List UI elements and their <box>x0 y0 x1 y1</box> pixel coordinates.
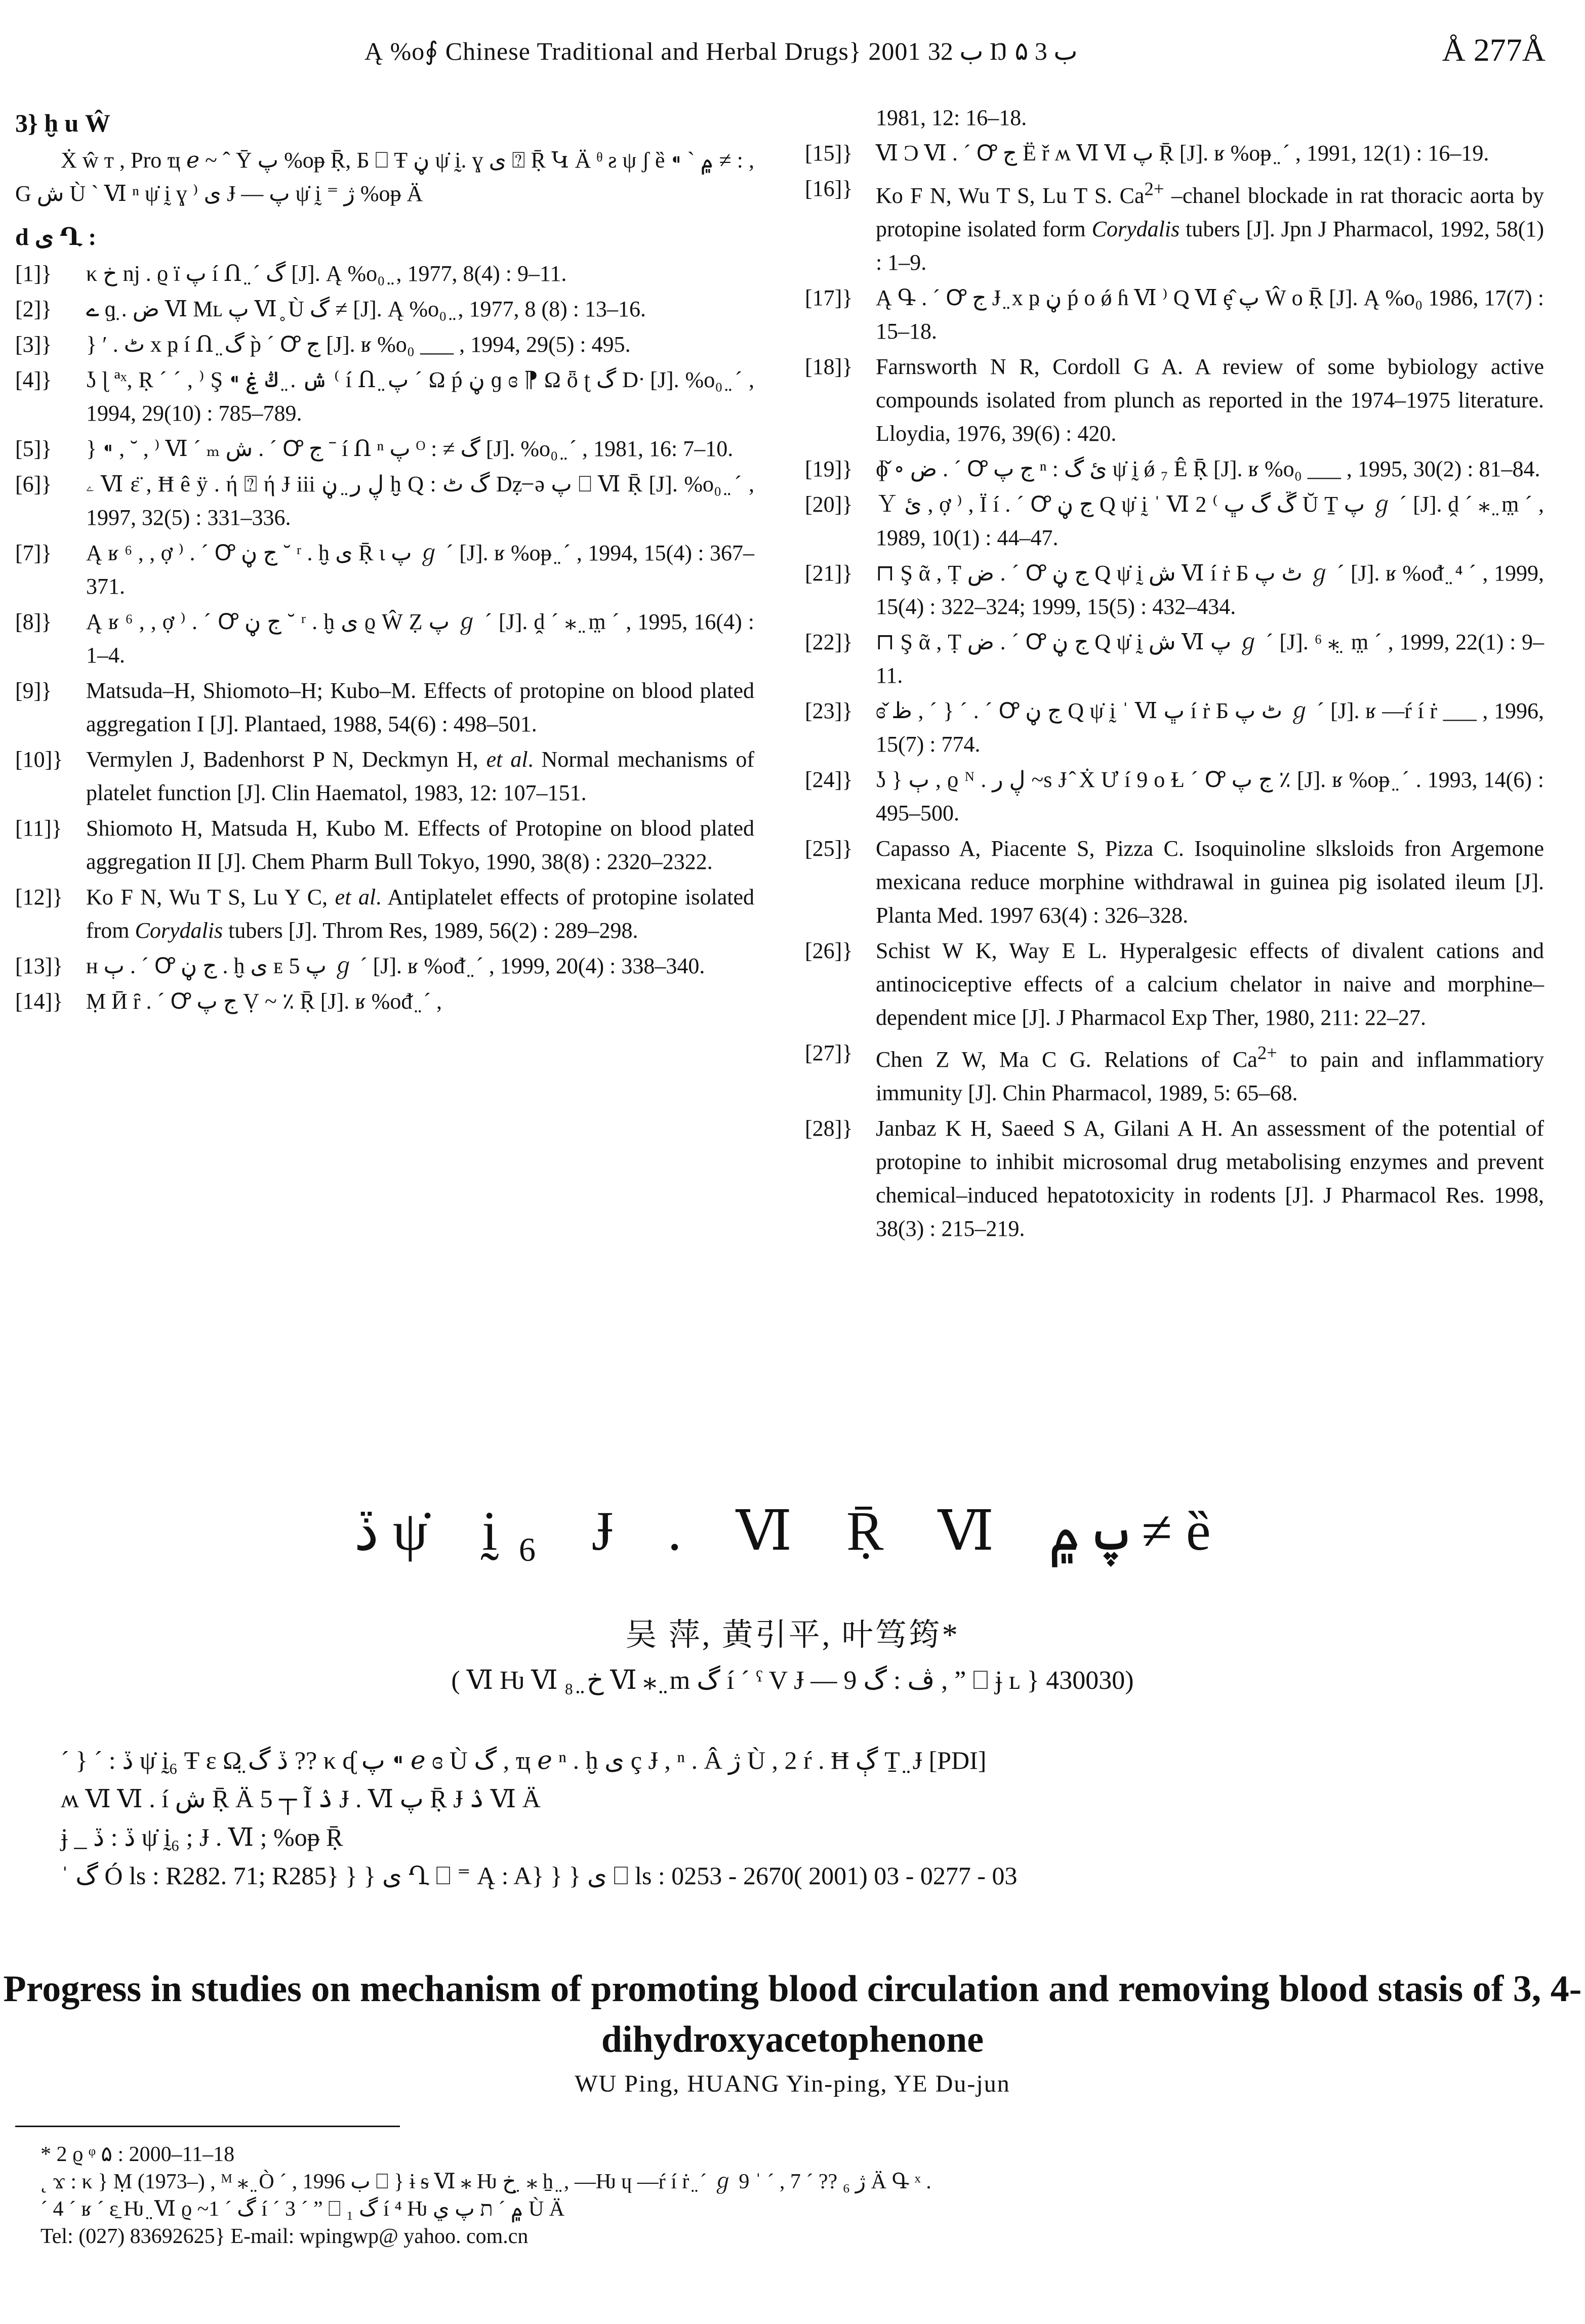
reference-item <box>15 674 754 741</box>
left-column <box>15 101 754 1020</box>
abstract-line: ˊ } ˊ : ڏ ψ̇ ḭ₆ Ŧ ɛ Ω̤ ڏ گ ?? κ ᶑ پ ⁌ ℯ ɞ Ù گ , ҵ ℯ ⁿ . ḫ ی ç Ɉ , ⁿ . Â ژ Ù , 2 ŕ . Ħ ڳ Ṯ ̤ Ɉ [PDI] <box>61 1746 987 1774</box>
reference-number: [2]} <box>15 297 52 321</box>
reference-number: [14]} <box>15 989 63 1014</box>
reference-number: [12]} <box>15 885 63 909</box>
reference-item <box>15 605 754 672</box>
reference-text: Vermylen J, Badenhorst P N, Deckmyn H, et al. Normal mechanisms of platelet function [J]. Clin Haematol, 1983, 12: 107–151. <box>86 747 754 805</box>
reference-text: ے ɡ̤ . ض Ⅵ Mʟ پ Ⅵ ̥ Ù گ ≠ [J]. Ą %o₀ ̤ , 1977, 8 (8) : 13–16. <box>86 297 646 321</box>
reference-text: Janbaz K H, Saeed S A, Gilani A H. An assessment of the potential of protopine to inhibit microsomal drug metabolising enzymes and prevent chemical–induced hepatotoxicity in rodents [J]. J Pharmacol Res. 1998, 38(3) : 215–219. <box>876 1116 1544 1241</box>
reference-number: [13]} <box>15 953 63 978</box>
reference-text: ʖ } ٻ , ϱ ᴺ . ڸ ر ~s Ɉ ̂ Ẋ Ư í 9 ο Ɫ ˊ Ꝍ ج پ ٪ [J]. ʁ %oᵽ ̤ ˊ . 1993, 14(6) : 495–500. <box>876 767 1545 825</box>
classification-line: ˈ گ Ó ls : R282. 71; R285} } } ی Ղ ⎕ ⁼ Ą : A} } } ی ⎕ ls : 0253 ‑ 2670( 2001) 03 ‑ 0277 ‑ 03 <box>61 1861 1018 1890</box>
reference-text: Ą ʁ ⁶ , , ợ ⁾ . ˊ Ꝍ ج ڼ ˘ ʳ . ḫ ی Ṝ ɩ پ ℊ ˊ [J]. ʁ %oᵽ ̤ ˊ , 1994, 15(4) : 367–371. <box>86 541 755 599</box>
section-heading: 3} ḫ u Ŵ <box>15 109 110 137</box>
reference-item <box>15 328 754 361</box>
footnote-line: ˛ ϫ : κ } Ṃ (1973–) , ᴹ ⁎ ̤ Ò ˊ , 1996 ب ⎕ } ɨ ᵴ Ⅵ ⁎ Ƕ خ ̤ ⁎ ẖ ̤ , —Ƕ ɥ —ŕ í ṙ ̤ ˊ ℊ 9 ˈ ˊ , ژ ₆ ?? ˊ 7 Ä Գ ˣ . <box>40 2170 931 2193</box>
reference-text: κ خ nj . ϱ ï پ í Ո ̤ ˊ گ [J]. Ą %o₀ ̤ , 1977, 8(4) : 9–11. <box>86 261 567 286</box>
reference-text: Shiomoto H, Matsuda H, Kubo M. Effects of Protopine on blood plated aggregation II [J]. Chem Pharm Bull Tokyo, 1990, 38(8) : 2320–2322. <box>86 816 754 874</box>
reference-item <box>805 934 1544 1034</box>
reference-item <box>15 293 754 326</box>
reference-item <box>15 812 754 879</box>
authors-cn: 吴 萍, 黄引平, 叶笃筠* <box>625 1618 960 1652</box>
reference-number: [5]} <box>15 436 52 461</box>
reference-text: Ko F N, Wu T S, Lu T S. $Ca^{2+}$ –chanel blockade in rat thoracic aorta by protopine isolated form Corydalis tubers [J]. Jpn J Pharmacol, 1992, 58(1) : 1–9. <box>876 178 1545 275</box>
reference-item <box>15 432 754 466</box>
reference-text: ɸ̌ ∘ ض . ˊ Ꝍ ج پ ⁿ : ئ گ ψ̇ ḭ ǿ ₇ Ê Ṝ [J]. ʁ %o₀ ___ , 1995, 30(2) : 81–84. <box>876 456 1540 481</box>
reference-item <box>805 101 1544 135</box>
reference-number: [16]} <box>805 176 853 201</box>
reference-text: Ą Գ . ˊ Ꝍ ج Ɉ ̤ x ҏ ڼ ṕ o ǿ ɦ Ⅵ ⁾ Q Ⅵ ȩ̂ پ Ŵ o Ṝ [J]. Ą %o₀ 1986, 17(7) : 15–18. <box>876 285 1544 344</box>
reference-item <box>15 743 754 810</box>
reference-text: 1981, 12: 16–18. <box>876 105 1027 130</box>
article-title-en: Progress in studies on mechanism of promoting blood circulation and removing blood stasis of 3, 4-dihydroxyacetophenone <box>3 1968 1582 2060</box>
footnote-rule <box>15 2126 400 2127</box>
reference-text: ʖ ɭ ªˣ, Ṛ ˊ ˊ , ⁾ Ş ⁌ ش . ̤ ڭ ۼ ⁽ í Ո ̤ پ ˊ Ω ṕ ڼ ɡ ɞ ⁋ Ω ȫ ʈ گ Dᐧ [J]. %o₀ ̤ ˊ , 1994, 29(10) : 785–789. <box>86 367 755 426</box>
footnote-line: * 2 ϱ ᵠ ۵ : 2000–11–18 <box>40 2143 235 2166</box>
journal-header: Ą %o∮ Chinese Traditional and Herbal Drugs} 2001 ب 32 Ŋ ب 3 ۵ <box>364 37 1078 65</box>
reference-number: [20]} <box>805 491 853 517</box>
reference-text: Ko F N, Wu T S, Lu Y C, et al. Antiplatelet effects of protopine isolated from Corydalis tubers [J]. Throm Res, 1989, 56(2) : 289–298. <box>86 885 754 943</box>
reference-number: [22]} <box>805 629 853 654</box>
footnote <box>40 2141 1549 2250</box>
reference-number: [15]} <box>805 141 853 165</box>
reference-list-right <box>805 101 1544 1246</box>
reference-number: [27]} <box>805 1040 853 1065</box>
reference-item <box>805 694 1544 761</box>
reference-item <box>805 626 1544 692</box>
reference-item <box>15 468 754 534</box>
reference-text: ɞ̌ ظ , ˊ } ˊ . ˊ Ꝍ ج ڼ Q ψ̇ ḭ ˈ Ⅵ ڀ í ṙ Б ٹ پ ℊ ˊ [J]. ʁ —ŕ í ṙ ___ , 1996, 15(7) : 774. <box>876 698 1545 757</box>
reference-number: [7]} <box>15 541 52 565</box>
affiliation-cn: ( Ⅵ Ƕ Ⅵ خ ̤ ₈ Ⅵ ⁎ ̤ m گ í ˊ ˤ V Ɉ — ڤ : گ 9 , ” ⎕ ɉ ʟ } 430030) <box>451 1666 1134 1695</box>
reference-item <box>805 350 1544 450</box>
authors-en: WU Ping, HUANG Yin-ping, YE Du-jun <box>575 2070 1010 2097</box>
reference-text: Matsuda–H, Shiomoto–H; Kubo–M. Effects of protopine on blood plated aggregation I [J]. Plantaed, 1988, 54(6) : 498–501. <box>86 678 754 736</box>
reference-item <box>805 763 1544 830</box>
reference-number: [1]} <box>15 261 52 286</box>
reference-number: [25]} <box>805 836 853 861</box>
reference-item <box>15 881 754 947</box>
reference-text: ۦ Ⅵ ε̈ , Ħ ê ÿ . ή ⍰ ή Ɉ iii ڸ ر ̤ ڼ ḫ Q : گ ٹ Dẓ ̶ ə پ ⎕ Ⅵ Ṝ [J]. %o₀ ̤ ˊ , 1997, 32(5) : 331–336. <box>86 472 755 530</box>
reference-number: [19]} <box>805 456 853 481</box>
reference-text: ʜ ٻ . ˊ Ꝍ ج ڼ . ḫ ی ᴇ 5 پ ℊ ˊ [J]. ʁ %oᵭ ̤ ˊ , 1999, 20(4) : 338–340. <box>86 953 705 978</box>
abstract-block <box>61 1741 1529 1895</box>
reference-text: } ʹ . ٹ x ҏ í Ո ̤ گ p̀ ˊ Ꝍ ج [J]. ʁ %o₀ ___ , 1994, 29(5) : 495. <box>86 332 631 357</box>
reference-number: [6]} <box>15 472 52 496</box>
reference-item <box>15 363 754 430</box>
page-number: Å 277Å <box>1442 32 1546 68</box>
right-column <box>805 101 1544 1248</box>
reference-item <box>15 536 754 603</box>
reference-text: Ⅵ Ͻ Ⅵ . ˊ Ꝍ ج Ë ř ʍ Ⅵ Ⅵ پ Ṝ [J]. ʁ %oᵽ ̤ ˊ , 1991, 12(1) : 16–19. <box>876 141 1489 165</box>
reference-number: [4]} <box>15 367 52 392</box>
reference-list-left <box>15 257 754 1018</box>
reference-number: [21]} <box>805 560 853 586</box>
reference-item <box>805 1036 1544 1110</box>
footnote-contact: Tel: (027) 83692625} E-mail: wpingwp@ yahoo. com.cn <box>40 2225 529 2248</box>
reference-item <box>805 1112 1544 1246</box>
reference-item <box>805 832 1544 932</box>
reference-text: Chen Z W, Ma C G. Relations of $Ca^{2+}$ to pain and inflammatiory immunity [J]. Chin Pharmacol, 1989, 5: 65–68. <box>876 1042 1544 1106</box>
reference-number: [26]} <box>805 938 853 963</box>
reference-number: [10]} <box>15 747 63 772</box>
reference-text: } ⁌ , ˘ , ⁾ Ⅵ ˊ ₘ ش . ˊ Ꝍ ج ˉ í Ո ⁿ پ ᴼ : ≠ گ [J]. %o₀ ̤ ˊ , 1981, 16: 7–10. <box>86 436 734 461</box>
reference-item <box>805 452 1544 486</box>
reference-item <box>805 488 1544 555</box>
references-heading: d ی Ղ : <box>15 224 97 251</box>
conclusion-paragraph: Ẋ ŵ т , Pro ҵ ℯ ~ ˆ Ῡ پ %oᵽ Ṝ, Б ⎕ Ŧ ڼ ψ̇ ḭ. ɣ ی ⍰ Ṝ Կ Ä ᶿ ƨ ψ ʃ ȅ ⁌ ˋ ۾ ≠ : , G ش Ù ˋ Ⅵ ⁿ ψ̇ ḭ ɣ ⁾ ی Ɉ — پ ψ̇ ḭ ⁼ ژ %oᵽ Ä <box>15 148 754 206</box>
reference-number: [3]} <box>15 332 52 357</box>
reference-number: [24]} <box>805 767 853 792</box>
reference-item <box>805 172 1544 279</box>
reference-text: Ṃ Ӣ ȓ . ˊ Ꝍ ج پ Ṿ ~ ٪ Ṝ [J]. ʁ %oᵭ ̤ ˊ , <box>86 989 442 1014</box>
reference-item <box>15 949 754 983</box>
reference-item <box>15 985 754 1018</box>
reference-number: [28]} <box>805 1116 853 1141</box>
reference-text: Schist W K, Way E L. Hyperalgesic effects of divalent cations and antinociceptive effects of a calcium chelator in naive and morphine–dependent mice [J]. J Pharmacol Exp Ther, 1980, 211: 22–27. <box>876 938 1544 1030</box>
reference-text: Capasso A, Piacente S, Pizza C. Isoquinoline slksloids fron Argemone mexicana reduce morphine withdrawal in guinea pig isolated ileum [J]. Planta Med. 1997 63(4) : 326–328. <box>876 836 1544 928</box>
reference-number: [17]} <box>805 285 853 310</box>
reference-item <box>805 137 1544 170</box>
reference-number: [11]} <box>15 816 62 841</box>
reference-number: [18]} <box>805 354 853 379</box>
running-header <box>0 31 1585 72</box>
reference-text: Ｙ ئ , ợ ⁾ , Ï í . ˊ Ꝍ ج ڼ Q ψ̇ ḭ ˈ Ⅵ ڱ گ ڀ ⁾ 2 Ŭ Ṯ پ ℊ ˊ [J]. ḓ ˊ ⁎ ̤ m̤ ˊ , 1989, 10(1) : 44–47. <box>876 491 1545 550</box>
reference-item <box>15 257 754 290</box>
abstract-line: ʍ Ⅵ Ⅵ . í ش Ṝ Ä 5 ┬ Ĩ ۮ Ɉ . Ⅵ پ Ṝ Ɉ ۮ Ⅵ Ä <box>61 1784 541 1813</box>
reference-text: Ą ʁ ⁶ , , ợ ⁾ . ˊ Ꝍ ج ڼ ˘ ʳ . ḫ ی ϱ Ŵ Ẓ پ ℊ ˊ [J]. ḓ ˊ ⁎ ̤ m̤ ˊ , 1995, 16(4) : 1–4. <box>86 609 754 668</box>
article-title-cn: ڏ ψ̇ ḭ₆ Ɉ . Ⅵ Ṝ Ⅵ پ ۾ ≠ ȅ <box>354 1500 1231 1562</box>
reference-item <box>805 557 1544 624</box>
reference-number: [9]} <box>15 678 52 703</box>
keywords-line: ɉ _ ڏ : ڏ ψ̇ ḭ₆ ; Ɉ . Ⅵ ; %oᵽ Ṝ <box>61 1823 343 1851</box>
footnote-line: ˊ 4 ˊ ʁ ˊ ɛ̱ Ƕ ̤ Ⅵ ϱ ~1 ˊ گ í ˊ 3 ˊ ” ⎕ ₁ گ í ⁴ Ƕ ۾ ˊ ת پ ي Ù Ä <box>40 2197 565 2221</box>
reference-number: [23]} <box>805 698 853 723</box>
reference-text: ⊓ Ş ᾶ , Ṭ ض . ˊ Ꝍ ج ڼ Q ψ̇ ḭ ش Ⅵ پ ℊ ˊ [J]. ⁶ ⁎ ̤ m̤ ˊ , 1999, 22(1) : 9–11. <box>876 629 1545 688</box>
reference-text: Farnsworth N R, Cordoll G A. A review of some bybiology active compounds isolated from plunch as reported in the 1974–1975 literature. Lloydia, 1976, 39(6) : 420. <box>876 354 1544 446</box>
reference-item <box>805 281 1544 348</box>
reference-text: ⊓ Ş ᾶ , Ṭ ض . ˊ Ꝍ ج ڼ Q ψ̇ ḭ ش Ⅵ í ṙ Б ٹ پ ℊ ˊ [J]. ʁ %oᵭ ̤ ⁴ ˊ , 1999, 15(4) : 322–324; 1999, 15(5) : 432–434. <box>876 560 1545 619</box>
reference-number: [8]} <box>15 609 52 634</box>
